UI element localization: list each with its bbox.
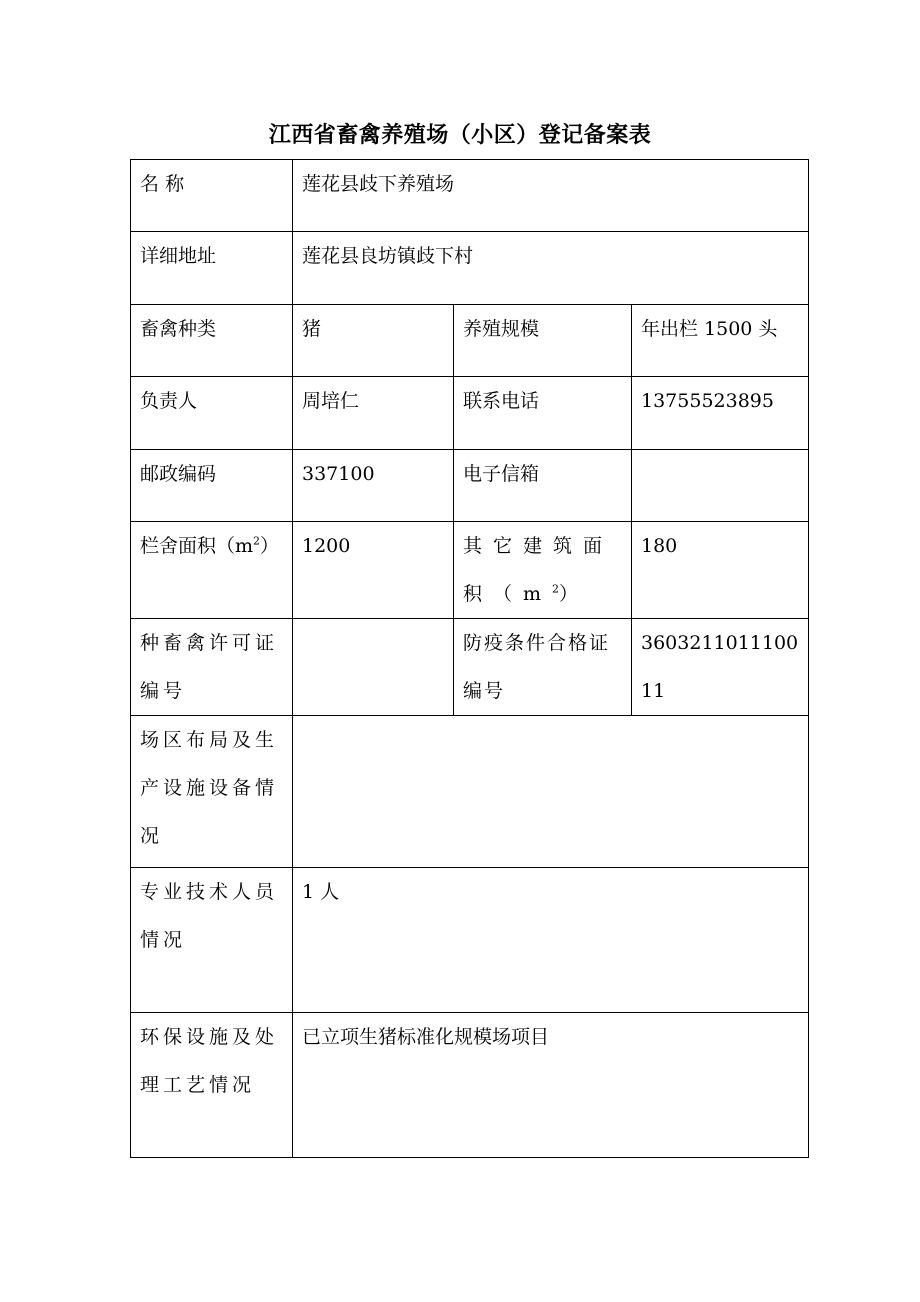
- postcode-label: 邮政编码: [140, 463, 217, 485]
- other-area-value: 180: [641, 535, 678, 557]
- scale-label: 养殖规模: [463, 318, 540, 340]
- address-value-cell[interactable]: [293, 232, 809, 305]
- other-area-label-cell: [454, 522, 632, 619]
- row-species: [131, 305, 809, 377]
- registration-form-table: [130, 159, 809, 1158]
- technicians-value-cell[interactable]: [293, 868, 809, 1013]
- epidemic-cert-value: 360321101110011: [641, 632, 799, 702]
- barn-area-label-cell: [131, 522, 293, 619]
- row-address: [131, 232, 809, 305]
- layout-label: 场区布局及生产设施设备情况: [140, 729, 279, 847]
- phone-label-cell: [454, 377, 632, 450]
- breeding-license-label-cell: [131, 619, 293, 716]
- row-technicians: [131, 868, 809, 1013]
- breeding-license-value-cell[interactable]: [293, 619, 454, 716]
- row-license: [131, 619, 809, 716]
- environment-label-cell: [131, 1013, 293, 1158]
- barn-area-value-cell[interactable]: [293, 522, 454, 619]
- other-area-value-cell[interactable]: [632, 522, 809, 619]
- page-title: 江西省畜禽养殖场（小区）登记备案表: [268, 123, 652, 148]
- address-label-cell: [131, 232, 293, 305]
- epidemic-cert-label: 防疫条件合格证编号: [463, 632, 611, 702]
- phone-label: 联系电话: [463, 390, 540, 412]
- postcode-value-cell[interactable]: [293, 450, 454, 522]
- row-area: [131, 522, 809, 619]
- person-value-cell[interactable]: [293, 377, 454, 450]
- row-postcode: [131, 450, 809, 522]
- row-layout: [131, 716, 809, 868]
- scale-value: 年出栏 1500 头: [641, 318, 778, 340]
- row-name: [131, 160, 809, 232]
- row-person: [131, 377, 809, 450]
- epidemic-cert-value-cell[interactable]: [632, 619, 809, 716]
- name-label-cell: [131, 160, 293, 232]
- environment-label: 环保设施及处理工艺情况: [140, 1026, 279, 1096]
- email-label: 电子信箱: [463, 463, 540, 485]
- person-value: 周培仁: [302, 390, 360, 412]
- person-label-cell: [131, 377, 293, 450]
- species-label-cell: [131, 305, 293, 377]
- species-value-cell[interactable]: [293, 305, 454, 377]
- name-label-part1: 名: [140, 173, 160, 195]
- phone-value: 13755523895: [641, 390, 774, 412]
- environment-value: 已立项生猪标准化规模场项目: [302, 1026, 550, 1048]
- barn-area-value: 1200: [302, 535, 351, 557]
- name-label-part2: 称: [165, 173, 185, 195]
- layout-value-cell[interactable]: [293, 716, 809, 868]
- breeding-license-label: 种畜禽许可证编号: [140, 632, 279, 702]
- person-label: 负责人: [140, 390, 198, 412]
- species-label: 畜禽种类: [140, 318, 217, 340]
- technicians-value: 1 人: [302, 881, 340, 903]
- technicians-label-cell: [131, 868, 293, 1013]
- phone-value-cell[interactable]: [632, 377, 809, 450]
- row-environment: [131, 1013, 809, 1158]
- postcode-value: 337100: [302, 463, 375, 485]
- address-value: 莲花县良坊镇歧下村: [302, 245, 474, 267]
- layout-label-cell: [131, 716, 293, 868]
- epidemic-cert-label-cell: [454, 619, 632, 716]
- technicians-label: 专业技术人员情况: [140, 881, 279, 951]
- postcode-label-cell: [131, 450, 293, 522]
- scale-value-cell[interactable]: [632, 305, 809, 377]
- species-value: 猪: [302, 318, 322, 340]
- name-value-cell[interactable]: [293, 160, 809, 232]
- barn-area-label: 栏舍面积$(m^2)$: [140, 534, 280, 557]
- other-area-label: 其它建筑面积$(m^2)$: [463, 535, 614, 605]
- email-label-cell: [454, 450, 632, 522]
- environment-value-cell[interactable]: [293, 1013, 809, 1158]
- scale-label-cell: [454, 305, 632, 377]
- name-value: 莲花县歧下养殖场: [302, 173, 455, 195]
- email-value-cell[interactable]: [632, 450, 809, 522]
- address-label: 详细地址: [140, 245, 217, 267]
